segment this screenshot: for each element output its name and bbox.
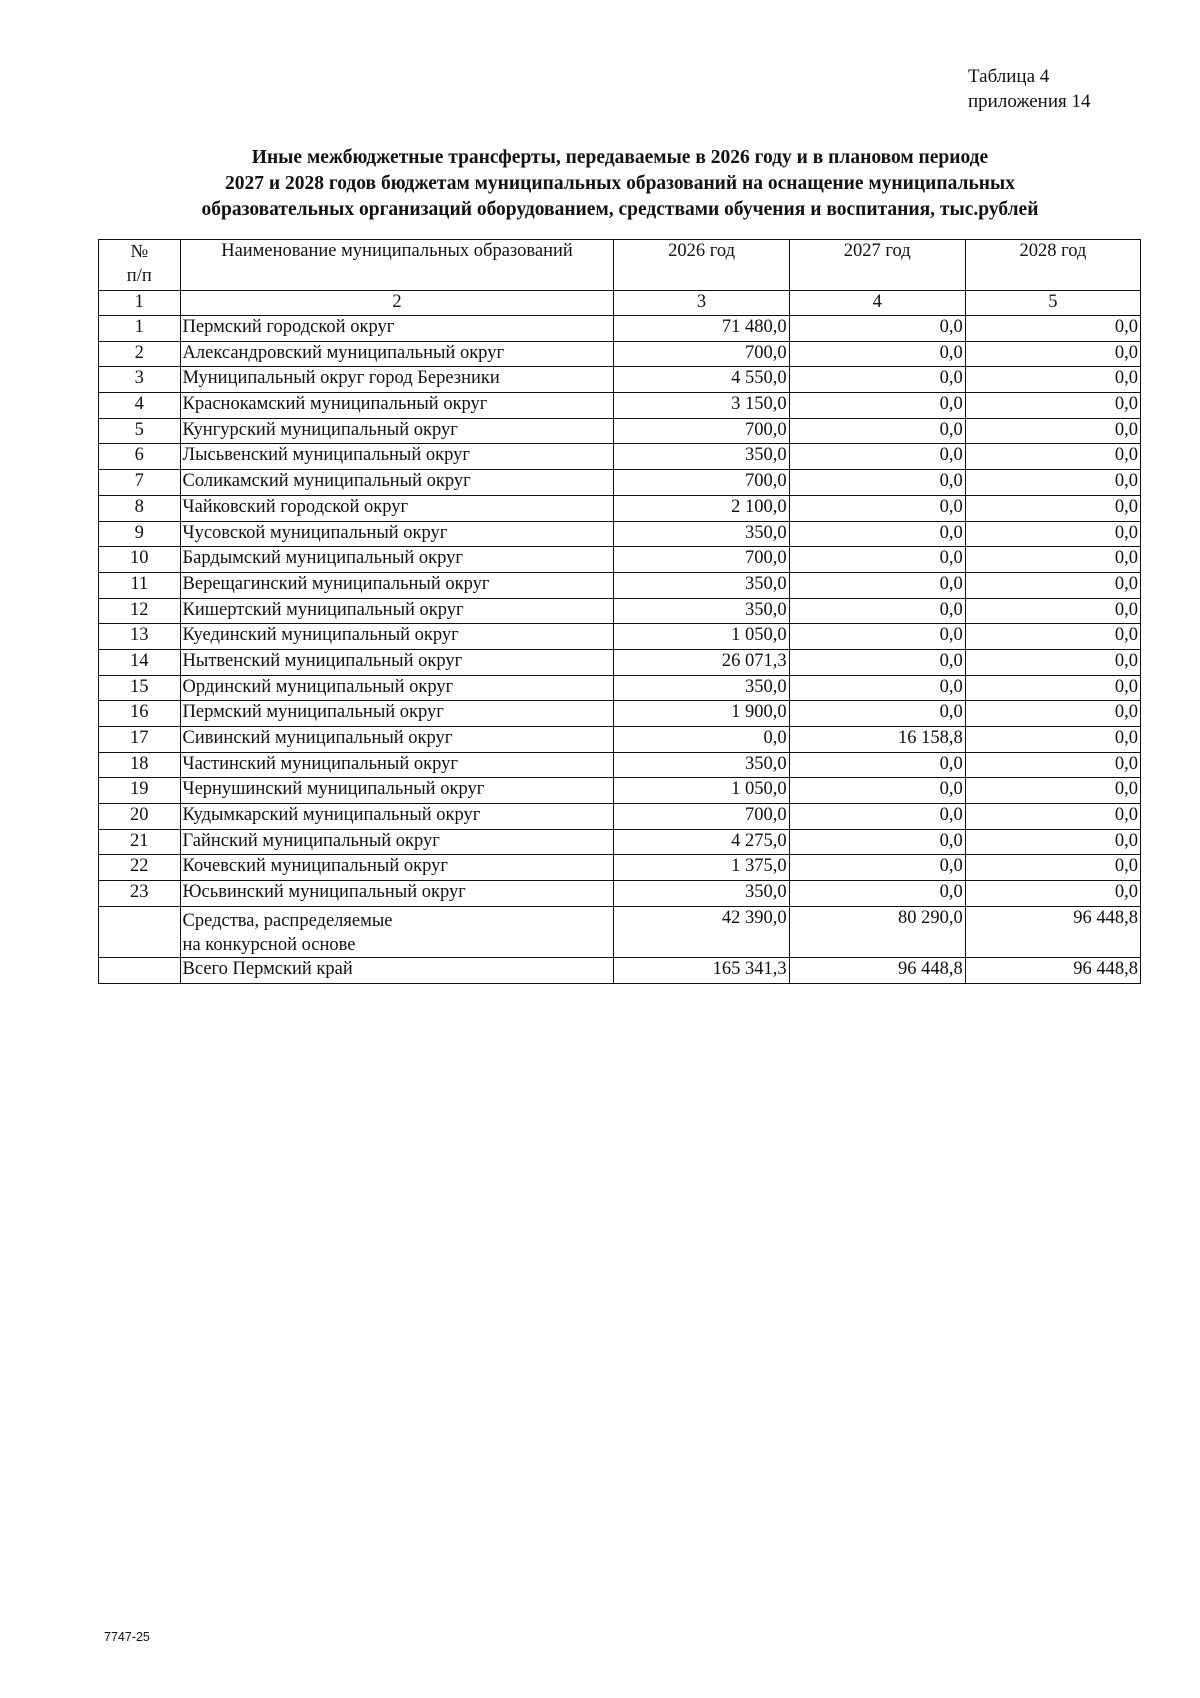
value-2026: 350,0 <box>614 444 789 470</box>
value-2027: 0,0 <box>789 521 965 547</box>
value-2027: 0,0 <box>789 316 965 342</box>
document-number: 7747-25 <box>104 1630 150 1644</box>
row-number: 13 <box>99 624 181 650</box>
municipality-name: Бардымский муниципальный округ <box>180 547 614 573</box>
row-number: 22 <box>99 855 181 881</box>
document-title <box>98 145 1142 223</box>
table-row <box>99 393 1141 419</box>
competitive-2027: 80 290,0 <box>789 906 965 957</box>
competitive-number <box>99 906 181 957</box>
total-2027: 96 448,8 <box>789 957 965 983</box>
value-2026: 0,0 <box>614 727 789 753</box>
value-2027: 0,0 <box>789 547 965 573</box>
value-2026: 4 550,0 <box>614 367 789 393</box>
table-row <box>99 444 1141 470</box>
value-2028: 0,0 <box>965 881 1140 907</box>
competitive-name-line-1: Средства, распределяемые <box>182 910 393 931</box>
table-row <box>99 624 1141 650</box>
row-number: 1 <box>99 316 181 342</box>
competitive-name-line-2: на конкурсной основе <box>182 934 356 955</box>
table-row <box>99 598 1141 624</box>
value-2027: 0,0 <box>789 393 965 419</box>
value-2026: 700,0 <box>614 470 789 496</box>
total-row <box>99 957 1141 983</box>
row-number: 12 <box>99 598 181 624</box>
value-2026: 350,0 <box>614 521 789 547</box>
title-line-3: образовательных организаций оборудованием, средствами обучения и воспитания, тыс.рублей <box>201 199 1039 220</box>
row-number: 2 <box>99 341 181 367</box>
value-2028: 0,0 <box>965 804 1140 830</box>
municipality-name: Юсьвинский муниципальный округ <box>180 881 614 907</box>
competitive-2028: 96 448,8 <box>965 906 1140 957</box>
value-2027: 0,0 <box>789 572 965 598</box>
value-2027: 0,0 <box>789 855 965 881</box>
table-reference <box>968 64 1090 114</box>
value-2026: 1 900,0 <box>614 701 789 727</box>
row-number: 18 <box>99 752 181 778</box>
value-2028: 0,0 <box>965 855 1140 881</box>
title-line-2: 2027 и 2028 годов бюджетам муниципальных образований на оснащение муниципальных <box>225 173 1015 194</box>
table-row <box>99 470 1141 496</box>
value-2026: 350,0 <box>614 881 789 907</box>
value-2028: 0,0 <box>965 829 1140 855</box>
table-row <box>99 547 1141 573</box>
municipality-name: Пермский муниципальный округ <box>180 701 614 727</box>
municipality-name: Чернушинский муниципальный округ <box>180 778 614 804</box>
column-index: 3 <box>614 291 789 316</box>
table-row <box>99 778 1141 804</box>
row-number: 14 <box>99 649 181 675</box>
row-number: 20 <box>99 804 181 830</box>
value-2026: 26 071,3 <box>614 649 789 675</box>
total-name: Всего Пермский край <box>180 957 614 983</box>
value-2028: 0,0 <box>965 701 1140 727</box>
municipality-name: Чайковский городской округ <box>180 495 614 521</box>
municipality-name: Кунгурский муниципальный округ <box>180 418 614 444</box>
value-2027: 16 158,8 <box>789 727 965 753</box>
value-2026: 700,0 <box>614 804 789 830</box>
row-number: 7 <box>99 470 181 496</box>
value-2028: 0,0 <box>965 418 1140 444</box>
municipality-name: Лысьвенский муниципальный округ <box>180 444 614 470</box>
row-number: 11 <box>99 572 181 598</box>
table-row <box>99 675 1141 701</box>
row-number: 4 <box>99 393 181 419</box>
table-row <box>99 341 1141 367</box>
table-row <box>99 804 1141 830</box>
value-2028: 0,0 <box>965 624 1140 650</box>
total-2026: 165 341,3 <box>614 957 789 983</box>
header-row <box>99 240 1141 291</box>
header-number <box>99 240 181 291</box>
municipality-name: Сивинский муниципальный округ <box>180 727 614 753</box>
table-row <box>99 495 1141 521</box>
municipality-name: Александровский муниципальный округ <box>180 341 614 367</box>
column-index: 2 <box>180 291 614 316</box>
row-number: 5 <box>99 418 181 444</box>
municipality-name: Муниципальный округ город Березники <box>180 367 614 393</box>
value-2028: 0,0 <box>965 444 1140 470</box>
municipality-name: Пермский городской округ <box>180 316 614 342</box>
value-2027: 0,0 <box>789 598 965 624</box>
header-2027: 2027 год <box>789 240 965 291</box>
value-2026: 4 275,0 <box>614 829 789 855</box>
column-index: 5 <box>965 291 1140 316</box>
table-row <box>99 521 1141 547</box>
value-2027: 0,0 <box>789 624 965 650</box>
table-row <box>99 829 1141 855</box>
total-2028: 96 448,8 <box>965 957 1140 983</box>
value-2027: 0,0 <box>789 367 965 393</box>
value-2028: 0,0 <box>965 675 1140 701</box>
value-2028: 0,0 <box>965 367 1140 393</box>
value-2027: 0,0 <box>789 470 965 496</box>
row-number: 10 <box>99 547 181 573</box>
municipality-name: Краснокамский муниципальный округ <box>180 393 614 419</box>
column-index-row <box>99 291 1141 316</box>
value-2027: 0,0 <box>789 829 965 855</box>
row-number: 15 <box>99 675 181 701</box>
value-2026: 1 375,0 <box>614 855 789 881</box>
header-number-symbol: № <box>130 242 149 262</box>
value-2027: 0,0 <box>789 495 965 521</box>
value-2027: 0,0 <box>789 701 965 727</box>
total-number <box>99 957 181 983</box>
row-number: 8 <box>99 495 181 521</box>
transfers-table <box>98 239 1141 984</box>
row-number: 17 <box>99 727 181 753</box>
municipality-name: Нытвенский муниципальный округ <box>180 649 614 675</box>
value-2028: 0,0 <box>965 393 1140 419</box>
table-row <box>99 316 1141 342</box>
value-2026: 700,0 <box>614 341 789 367</box>
header-name: Наименование муниципальных образований <box>180 240 614 291</box>
table-row <box>99 881 1141 907</box>
value-2027: 0,0 <box>789 752 965 778</box>
value-2026: 350,0 <box>614 752 789 778</box>
municipality-name: Кочевский муниципальный округ <box>180 855 614 881</box>
value-2028: 0,0 <box>965 547 1140 573</box>
value-2028: 0,0 <box>965 341 1140 367</box>
table-row <box>99 572 1141 598</box>
value-2026: 350,0 <box>614 598 789 624</box>
table-row <box>99 701 1141 727</box>
value-2027: 0,0 <box>789 675 965 701</box>
header-number-abbr: п/п <box>126 266 152 286</box>
value-2026: 700,0 <box>614 547 789 573</box>
table-row <box>99 855 1141 881</box>
value-2028: 0,0 <box>965 495 1140 521</box>
value-2027: 0,0 <box>789 649 965 675</box>
value-2028: 0,0 <box>965 598 1140 624</box>
row-number: 16 <box>99 701 181 727</box>
value-2027: 0,0 <box>789 341 965 367</box>
value-2027: 0,0 <box>789 444 965 470</box>
competitive-name <box>180 906 614 957</box>
value-2028: 0,0 <box>965 521 1140 547</box>
header-2026: 2026 год <box>614 240 789 291</box>
value-2026: 2 100,0 <box>614 495 789 521</box>
municipality-name: Гайнский муниципальный округ <box>180 829 614 855</box>
header-2028: 2028 год <box>965 240 1140 291</box>
municipality-name: Кишертский муниципальный округ <box>180 598 614 624</box>
value-2028: 0,0 <box>965 727 1140 753</box>
municipality-name: Куединский муниципальный округ <box>180 624 614 650</box>
municipality-name: Кудымкарский муниципальный округ <box>180 804 614 830</box>
row-number: 21 <box>99 829 181 855</box>
column-index: 4 <box>789 291 965 316</box>
value-2028: 0,0 <box>965 649 1140 675</box>
value-2027: 0,0 <box>789 881 965 907</box>
municipality-name: Соликамский муниципальный округ <box>180 470 614 496</box>
title-line-1: Иные межбюджетные трансферты, передаваемые в 2026 году и в плановом периоде <box>251 147 989 168</box>
value-2027: 0,0 <box>789 804 965 830</box>
value-2026: 71 480,0 <box>614 316 789 342</box>
row-number: 9 <box>99 521 181 547</box>
appendix-number: приложения 14 <box>968 91 1091 112</box>
competitive-row <box>99 906 1141 957</box>
value-2028: 0,0 <box>965 470 1140 496</box>
value-2028: 0,0 <box>965 778 1140 804</box>
table-row <box>99 727 1141 753</box>
table-row <box>99 752 1141 778</box>
municipality-name: Чусовской муниципальный округ <box>180 521 614 547</box>
table-number: Таблица 4 <box>968 66 1050 87</box>
table-row <box>99 649 1141 675</box>
value-2026: 350,0 <box>614 572 789 598</box>
table-row <box>99 418 1141 444</box>
municipality-name: Верещагинский муниципальный округ <box>180 572 614 598</box>
row-number: 3 <box>99 367 181 393</box>
value-2028: 0,0 <box>965 316 1140 342</box>
row-number: 6 <box>99 444 181 470</box>
value-2026: 1 050,0 <box>614 778 789 804</box>
table-row <box>99 367 1141 393</box>
value-2027: 0,0 <box>789 778 965 804</box>
value-2028: 0,0 <box>965 572 1140 598</box>
value-2026: 1 050,0 <box>614 624 789 650</box>
municipality-name: Ординский муниципальный округ <box>180 675 614 701</box>
column-index: 1 <box>99 291 181 316</box>
row-number: 23 <box>99 881 181 907</box>
value-2026: 700,0 <box>614 418 789 444</box>
municipality-name: Частинский муниципальный округ <box>180 752 614 778</box>
row-number: 19 <box>99 778 181 804</box>
competitive-2026: 42 390,0 <box>614 906 789 957</box>
value-2028: 0,0 <box>965 752 1140 778</box>
value-2027: 0,0 <box>789 418 965 444</box>
value-2026: 350,0 <box>614 675 789 701</box>
value-2026: 3 150,0 <box>614 393 789 419</box>
